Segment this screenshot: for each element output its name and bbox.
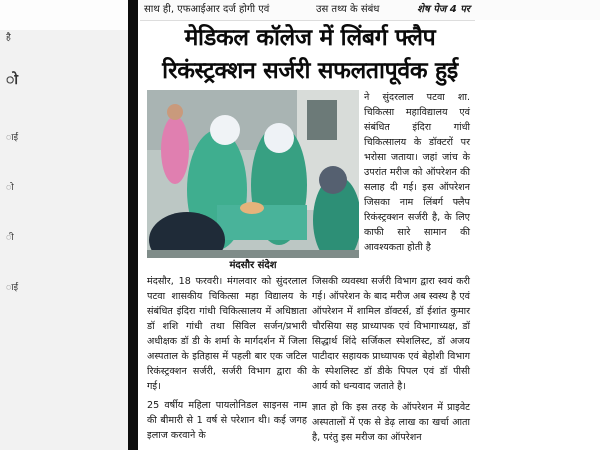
margin-fragment: ी: [6, 233, 14, 243]
top-strip-left-text: साथ ही, एफआईआर दर्ज होगी एवं: [144, 4, 270, 15]
margin-fragment: ाई: [6, 283, 19, 293]
paragraph: ने सुंदरलाल पटवा शा. चिकित्सा महाविद्यालय एवं संबंधित इंदिरा गांधी चिकित्सालय के डॉक्टरों पर भरोसा जताया। जहां जांच के उपरांत मरीज को ऑपरेशन की सलाह दी गई। इस ऑपरेशन जिसका नाम लिंबर्ग फ्लैप रिकंस्ट्रक्शन सर्जरी है, के लिए काफी सारे सामान की आवश्यकता होती है: [364, 92, 470, 253]
continued-on-page-label: शेष पेज 4 पर: [417, 4, 470, 15]
margin-fragment: है: [6, 33, 11, 43]
margin-fragment: ो: [6, 72, 18, 88]
article-body-right: [312, 274, 470, 451]
surgery-photo: [147, 90, 359, 258]
top-strip-mid-text: उस तथ्य के संबंध: [316, 4, 380, 15]
headline: मेडिकल कॉलेज में लिंबर्ग फ्लैप रिकंस्ट्रक्शन सर्जरी सफलतापूर्वक हुई: [162, 25, 458, 84]
paragraph: ज्ञात हो कि इस तरह के ऑपरेशन में प्राइवेट अस्पतालों में एक से डेढ़ लाख का खर्चा आता है, परंतु इस मरीज का ऑपरेशन: [312, 402, 470, 443]
margin-fragment: ो: [6, 183, 14, 193]
margin-fragment: ाई: [6, 133, 19, 143]
top-strip: [140, 0, 600, 21]
right-column-text: [364, 90, 470, 255]
page-fold-shadow: [128, 0, 138, 450]
adjacent-page: [0, 0, 128, 450]
article-body-left: [147, 274, 307, 447]
paragraph: जिसकी व्यवस्था सर्जरी विभाग द्वारा स्वयं करी गई। ऑपरेशन के बाद मरीज अब स्वस्थ है एवं ऑपरेशन में शामिल डॉक्टर्स, डॉ ईशांत कुमार चौरसिया सह प्राध्यापक एवं विभागाध्यक्ष, डॉ सिद्धार्थ शिंदे सर्जिकल स्पेशलिस्ट, डॉ अजय पाटीदार सहायक प्राध्यापक एवं बेहोशी विभाग के स्पेशलिस्ट डॉ डीके पिपल एवं डॉ पीसी आर्य को धन्यवाद जताते है।: [312, 276, 470, 392]
paragraph: 25 वर्षीय महिला पायलोनिडल साइनस नाम की बीमारी से 1 वर्ष से परेशान थी। कई जगह इलाज करवाने के: [147, 400, 307, 441]
adjacent-page-fragment: [0, 30, 128, 450]
photo-caption: मंदसौर संदेश: [229, 260, 277, 271]
right-margin: [475, 20, 600, 450]
paragraph: मंदसौर, 18 फरवरी। मंगलवार को सुंदरलाल पटवा शासकीय चिकित्सा महा विद्यालय के संबंधित इंदिरा गांधी चिकित्सालय में अधिष्ठाता डॉ शशि गांधी तथा सिविल सर्जन/प्रभारी अधीक्षक डॉ डी के शर्मा के मार्गदर्शन में जिला अस्पताल के इतिहास में पहली बार एक जटिल रिकंस्ट्रक्शन सर्जरी, सर्जरी विभाग द्वारा की गई।: [147, 276, 307, 392]
